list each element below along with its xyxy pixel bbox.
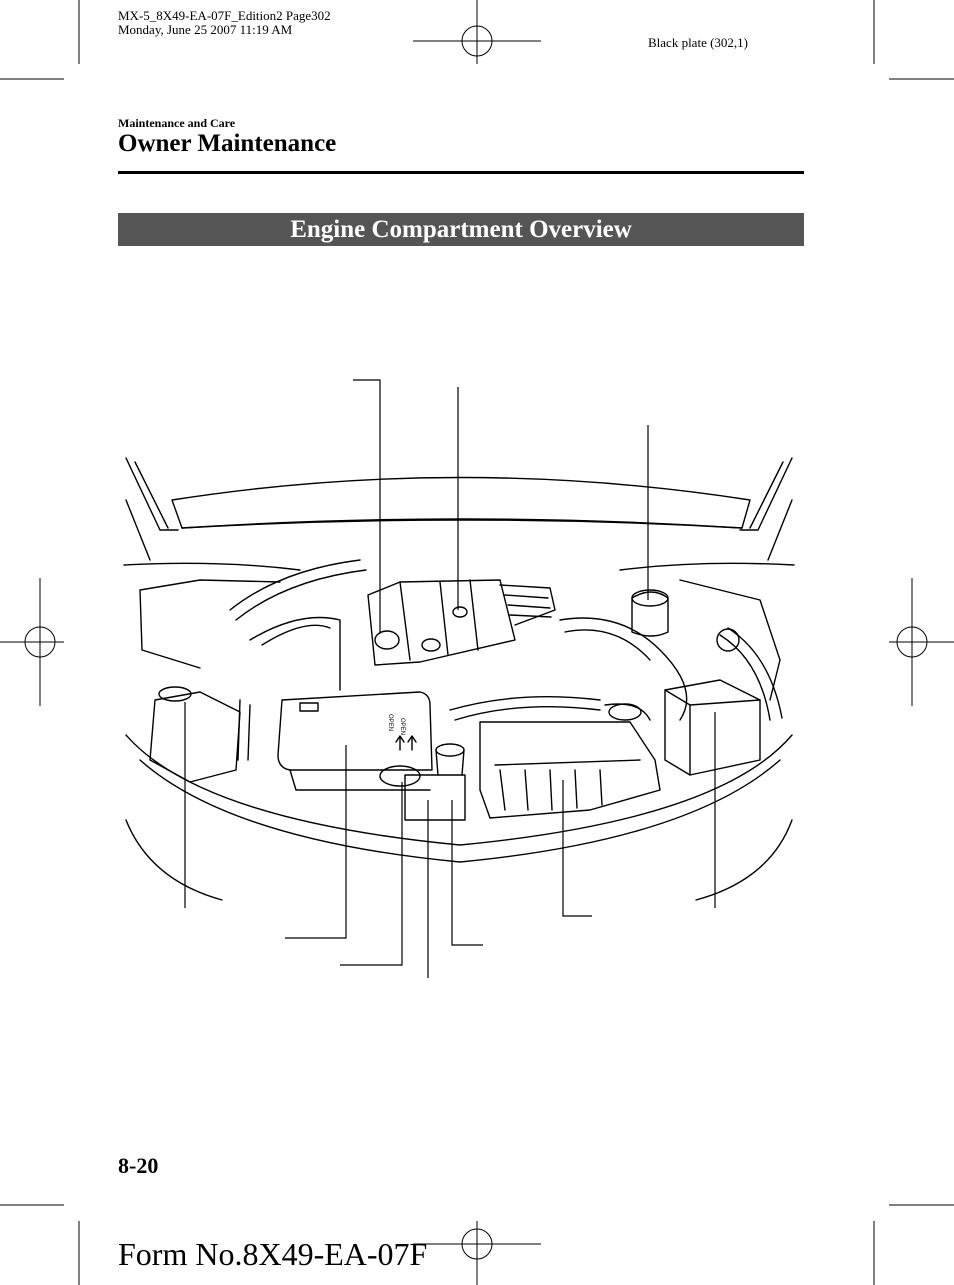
washer-fluid-reservoir: [150, 692, 240, 782]
title-rule: [118, 171, 804, 174]
brake-fluid-reservoir: [632, 592, 668, 636]
bumper: [126, 735, 792, 845]
print-plate-label: Black plate (302,1): [648, 35, 748, 50]
fender-right: [620, 563, 794, 570]
hoses: [230, 560, 366, 620]
battery: [665, 680, 760, 775]
engine-compartment-illustration: [124, 458, 794, 900]
page-title: Owner Maintenance: [118, 130, 337, 157]
section-banner: Engine Compartment Overview: [118, 213, 804, 246]
fender-left: [124, 563, 300, 570]
form-number: Form No.8X49-EA-07F: [118, 1236, 428, 1272]
radiator-cap: [380, 766, 420, 786]
fuse-box-open-label-1: OPEN: [387, 714, 393, 732]
coolant-reservoir: [405, 775, 465, 820]
section-label: Maintenance and Care: [118, 116, 236, 130]
page-number: 8-20: [118, 1153, 159, 1178]
print-date-line: Monday, June 25 2007 11:19 AM: [118, 22, 293, 37]
air-cleaner: [480, 722, 660, 818]
callout-leader-lines: [185, 380, 715, 978]
oil-filler-cap: [375, 631, 399, 649]
fuse-box-open-label-2: OPEN: [399, 718, 405, 736]
print-file-line: MX-5_8X49-EA-07F_Edition2 Page302: [118, 8, 331, 23]
print-header-left: [118, 9, 331, 37]
hood-hinge-left: [126, 458, 178, 560]
